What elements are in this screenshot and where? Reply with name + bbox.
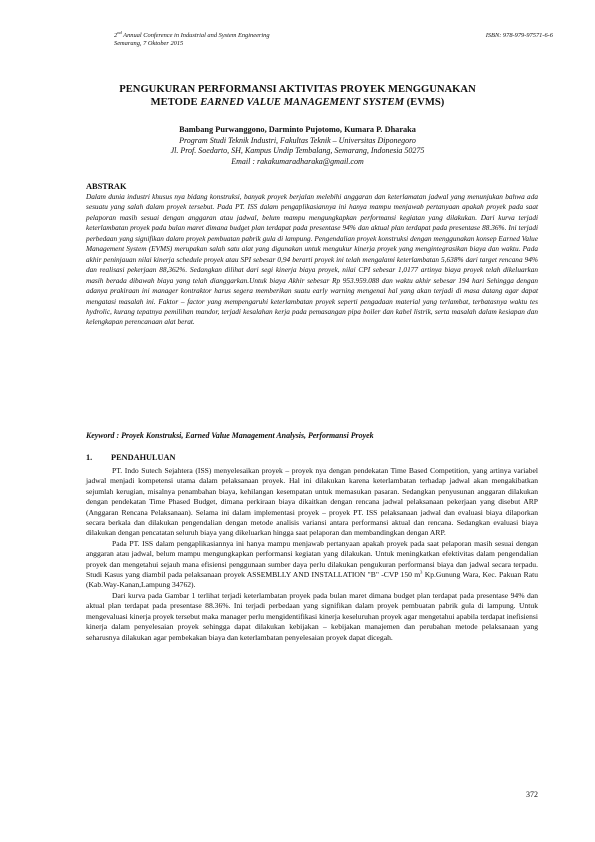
running-header-isbn: ISBN: 978-979-97571-6-6: [485, 32, 553, 39]
page-number: 372: [526, 790, 538, 799]
affiliation-email: Email : rakakumaradharaka@gmail.com: [231, 156, 364, 166]
section-title: PENDAHULUAN: [111, 453, 176, 462]
keywords: Keyword : Proyek Konstruksi, Earned Value Management Analysis, Performansi Proyek: [86, 431, 374, 440]
header-conference-date: Semarang, 7 Oktober 2015: [114, 40, 184, 47]
affiliation: [60, 136, 535, 167]
paper-title: [60, 83, 535, 109]
running-header-conference: [114, 29, 270, 48]
paragraph-2: Pada PT. ISS dalam pengaplikasiannya ini hanya mampu menjawab pertanyaan apakah proyek pada saat pelaporan masih sesuai dengan anggaran atau jadwal, belum mampu mengungkapkan performansi kegiatan yang dilakukan. Untuk meningkatkan efektivitas dalam pengendalian proyek dan mengetahui sejauh mana efisiensi penggunaan sumber daya perlu dilakukan pengukuran performansi biaya dan jadwal secara terpadu. Studi Kasus yang diambil pada pelaksanaan proyek ASSEMBLLY AND INSTALLATION "B" -CVP 150 $m^3$ Kp.Gunung Wara, Kec. Pakuan Ratu (Kab.Way-Kanan,Lampung 34762).: [86, 538, 538, 590]
abstract-text: Dalam dunia industri khusus nya bidang konstruksi, banyak proyek berjalan melebihi anggaran dan keterlamatan jadwal yang menunjukan bahwa ada sesuatu yang salah dalam proyek tersebut. Pada PT. ISS dalam pengaplikasiannya ini hanya mampu menjawab pertanyaan apakah proyek pada saat pelaporan masih sesuai dengan anggaran atau jadwal, belum mampu mengungkapkan performansi kegiatan yang dilakukan. Dari kurva terjadi keterlambatan proyek pada bulan maret dimana budget plan terdapat pada presentase 94% dan aktual plan terdapat pada presentase 88.36%. Ini terjadi perbedaan yang signifikan dalam proyek pembuatan pabrik gula di lampung. Pengendalian proyek konstruksi dengan menggunakan konsep Earned Value Management System (EVMS) merupakan salah satu alat yang digunakan untuk mengukur kinerja proyek yang mengintegrasikan biaya dan waktu. Pada akhir peninjauan nilai kinerja schedule proyek atau SPI sebesar 0,94 berarti proyek ini telah mengalami keterlambatan 5,638% dari target rencana 94% dan realisasi pekerjaan 88,362%. Sedangkan dilihat dari segi kinerja biaya proyek, nilai CPI sebesar 1,0177 artinya biaya proyek telah dikeluarkan masih berada dibawah biaya yang telah dianggarkan.Untuk biaya Akhir sebesar Rp 953.959.088 dan waktu akhir sebesar 194 hari Sehingga dengan adanya prakiraan ini manager kontraktor harus segera memberikan suatu early warning mengenai hal yang akan terjadi di masa datang agar dapat mengatasi masalah ini. Faktor – factor yang mempengaruhi keterlambatan proyek seperti pengadaan material yang terlambat, terbatasnya waktu tes hydrolic, kurang tepatnya pemilihan mandor, terjadi kesalahan kerja pada pemasangan pipa boiler dan kabel listrik, serta masalah dalam kesiapan dan kelengkapan perencanaan alat berat.: [86, 192, 538, 327]
paragraph-1: PT. Indo Sutech Sejahtera (ISS) menyelesaikan proyek – proyek nya dengan pendekatan Time Based Competition, yang artinya variabel jadwal menjadi kompetensi utama dalam pelaksanaan proyek. Hal ini dilakukan karena keterlambatan terhadap jadwal akan mengakibatkan sejumlah kerugian, misalnya penambahan biaya, kehilangan kesempatan untuk memasukan pasaran. Sedangkan penyusunan anggaran dilakukan dengan pendekatan Time Phased Budget, dimana perkiraan biaya dikaitkan dengan rencana jadwal pelaksanaan pekerjaan yang disebut ARP (Anggaran Rencana Pelaksanaan). Selama ini dalam implementasi proyek – proyek PT. ISS pelaksanaan jadwal dan evaluasi biaya dilaporkan secara berkala dan dilakukan pengendalian dengan metode analisis variansi antara performansi aktual dan rencana. Sedangkan evaluasi biaya dilakukan dengan pencatatan seluruh biaya yang dikeluarkan hingga saat pelaporan dan membandingkan dengan ARP.: [86, 466, 538, 538]
section-body: [86, 466, 538, 643]
title-line-2: METODE EARNED VALUE MANAGEMENT SYSTEM (EVMS): [150, 97, 445, 108]
header-conference-name: 2nd Annual Conference in Industrial and System Engineering: [114, 29, 270, 39]
section-number: 1.: [86, 453, 93, 462]
section-heading: [86, 453, 176, 462]
affiliation-program: Program Studi Teknik Industri, Fakultas Teknik – Universitas Diponegoro: [179, 136, 416, 145]
affiliation-address: Jl. Prof. Soedarto, SH, Kampus Undip Tembalang, Semarang, Indonesia 50275: [170, 146, 425, 156]
abstract-heading: ABSTRAK: [86, 182, 127, 191]
title-line-1: PENGUKURAN PERFORMANSI AKTIVITAS PROYEK MENGGUNAKAN: [119, 84, 476, 95]
paragraph-3: Dari kurva pada Gambar 1 terlihat terjadi keterlambatan proyek pada bulan maret dimana budget plan terdapat pada presentase 94% dan aktual plan terdapat pada presentase 88.36%. Ini terjadi perbedaan yang signifikan dalam proyek pembuatan pabrik gula di lampung. Untuk mengevaluasi kinerja proyek tersebut maka manager perlu mengidentifikasi kinerja keseluruhan proyek agar mengetahui apabila terdapat inefisiensi kinerja dalam penyelesaian proyek sehingga dapat dilakukan kebijakan – kebijakan manajemen dan perubahan metode pelaksanaan yang seharusnya dilakukan agar pembekakan biaya dan keterlambatan penyelesaian proyek dapat dicegah.: [86, 590, 538, 642]
author-list: Bambang Purwanggono, Darminto Pujotomo, Kumara P. Dharaka: [179, 125, 416, 134]
